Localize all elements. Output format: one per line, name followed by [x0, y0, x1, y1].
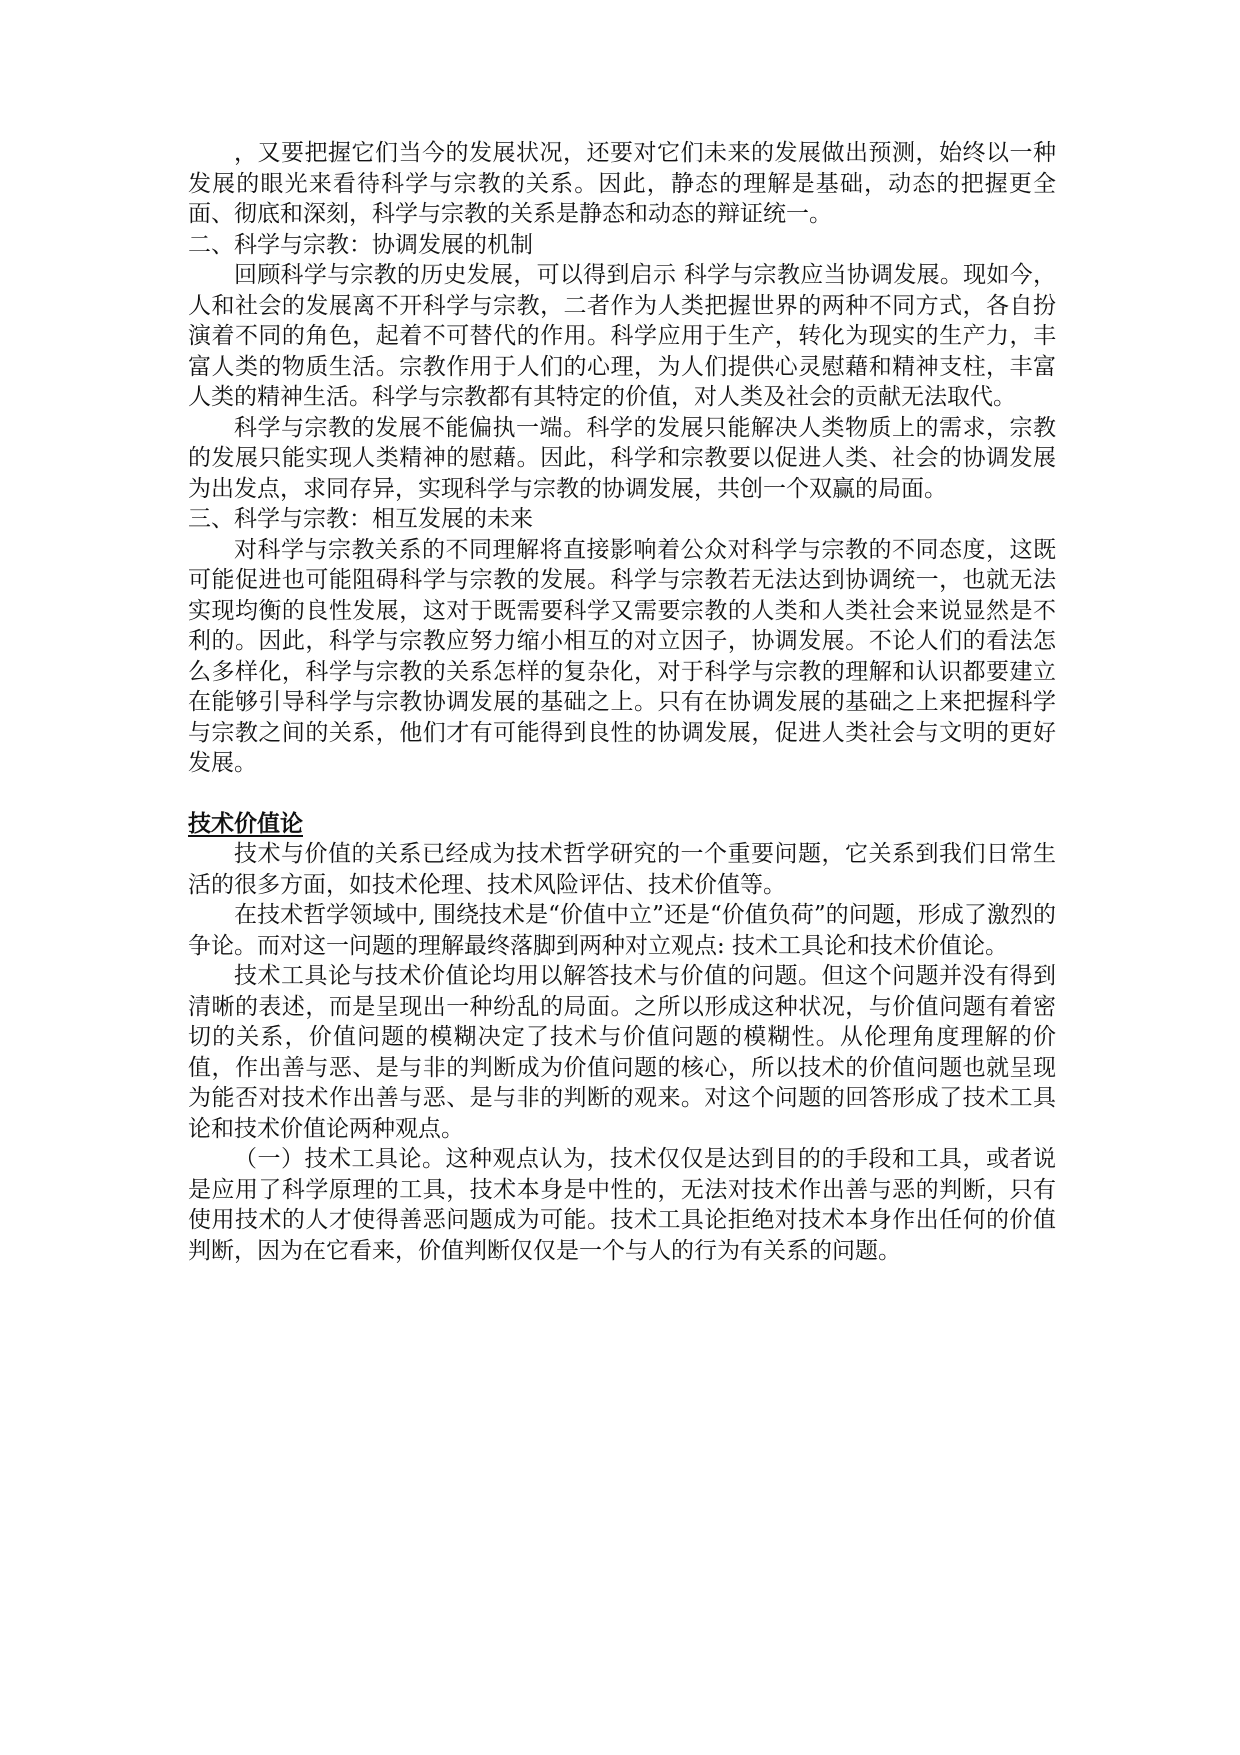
- paragraph-dynamic-view: ，又要把握它们当今的发展状况，还要对它们未来的发展做出预测，始终以一种发展的眼光来看待科学与宗教的关系。因此，静态的理解是基础，动态的把握更全面、彻底和深刻，科学与宗教的关系是静态和动态的辩证统一。: [188, 140, 1056, 227]
- section-title-technology-value: 技术价值论: [188, 809, 303, 837]
- paragraph-neutral-or-laden: 在技术哲学领域中, 围绕技术是“价值中立”还是“价值负荷”的问题，形成了激烈的争论。而对这一问题的理解最终落脚到两种对立观点: 技术工具论和技术价值论。: [188, 902, 1056, 959]
- paragraph-technology-and-value: 技术与价值的关系已经成为技术哲学研究的一个重要问题，它关系到我们日常生活的很多方面，如技术伦理、技术风险评估、技术价值等。: [188, 841, 1056, 898]
- paragraph-not-one-sided: 科学与宗教的发展不能偏执一端。科学的发展只能解决人类物质上的需求，宗教的发展只能实现人类精神的慰藉。因此，科学和宗教要以促进人类、社会的协调发展为出发点，求同存异，实现科学与宗教的协调发展，共创一个双赢的局面。: [188, 414, 1056, 502]
- document-page: [188, 138, 1056, 1266]
- paragraph-instrumentalism: （一）技术工具论。这种观点认为，技术仅仅是达到目的的手段和工具，或者说是应用了科学原理的工具，技术本身是中性的，无法对技术作出善与恶的判断，只有使用技术的人才使得善恶问题成为可能。技术工具论拒绝对技术本身作出任何的价值判断，因为在它看来，价值判断仅仅是一个与人的行为有关系的问题。: [188, 1146, 1056, 1264]
- heading-coordination-mechanism: 二、科学与宗教：协调发展的机制: [188, 231, 533, 258]
- paragraph-two-views: 技术工具论与技术价值论均用以解答技术与价值的问题。但这个问题并没有得到清晰的表述，而是呈现出一种纷乱的局面。之所以形成这种状况，与价值问题有着密切的关系，价值问题的模糊决定了技术与价值问题的模糊性。从伦理角度理解的价值，作出善与恶、是与非的判断成为价值问题的核心，所以技术的价值问题也就呈现为能否对技术作出善与恶、是与非的判断的观来。对这个问题的回答形成了技术工具论和技术价值论两种观点。: [188, 963, 1056, 1142]
- paragraph-history-review: 回顾科学与宗教的历史发展，可以得到启示 科学与宗教应当协调发展。现如今，人和社会的发展离不开科学与宗教，二者作为人类把握世界的两种不同方式，各自扮演着不同的角色，起着不可替代的作用。科学应用于生产，转化为现实的生产力，丰富人类的物质生活。宗教作用于人们的心理，为人们提供心灵慰藉和精神支柱，丰富人类的精神生活。科学与宗教都有其特定的价值，对人类及社会的贡献无法取代。: [188, 262, 1056, 410]
- heading-mutual-future: 三、科学与宗教：相互发展的未来: [188, 506, 533, 532]
- paragraph-different-understanding: 对科学与宗教关系的不同理解将直接影响着公众对科学与宗教的不同态度，这既可能促进也可能阻碍科学与宗教的发展。科学与宗教若无法达到协调统一，也就无法实现均衡的良性发展，这对于既需要科学又需要宗教的人类和人类社会来说显然是不利的。因此，科学与宗教应努力缩小相互的对立因子，协调发展。不论人们的看法怎么多样化，科学与宗教的关系怎样的复杂化，对于科学与宗教的理解和认识都要建立在能够引导科学与宗教协调发展的基础之上。只有在协调发展的基础之上来把握科学与宗教之间的关系，他们才有可能得到良性的协调发展，促进人类社会与文明的更好发展。: [188, 536, 1056, 776]
